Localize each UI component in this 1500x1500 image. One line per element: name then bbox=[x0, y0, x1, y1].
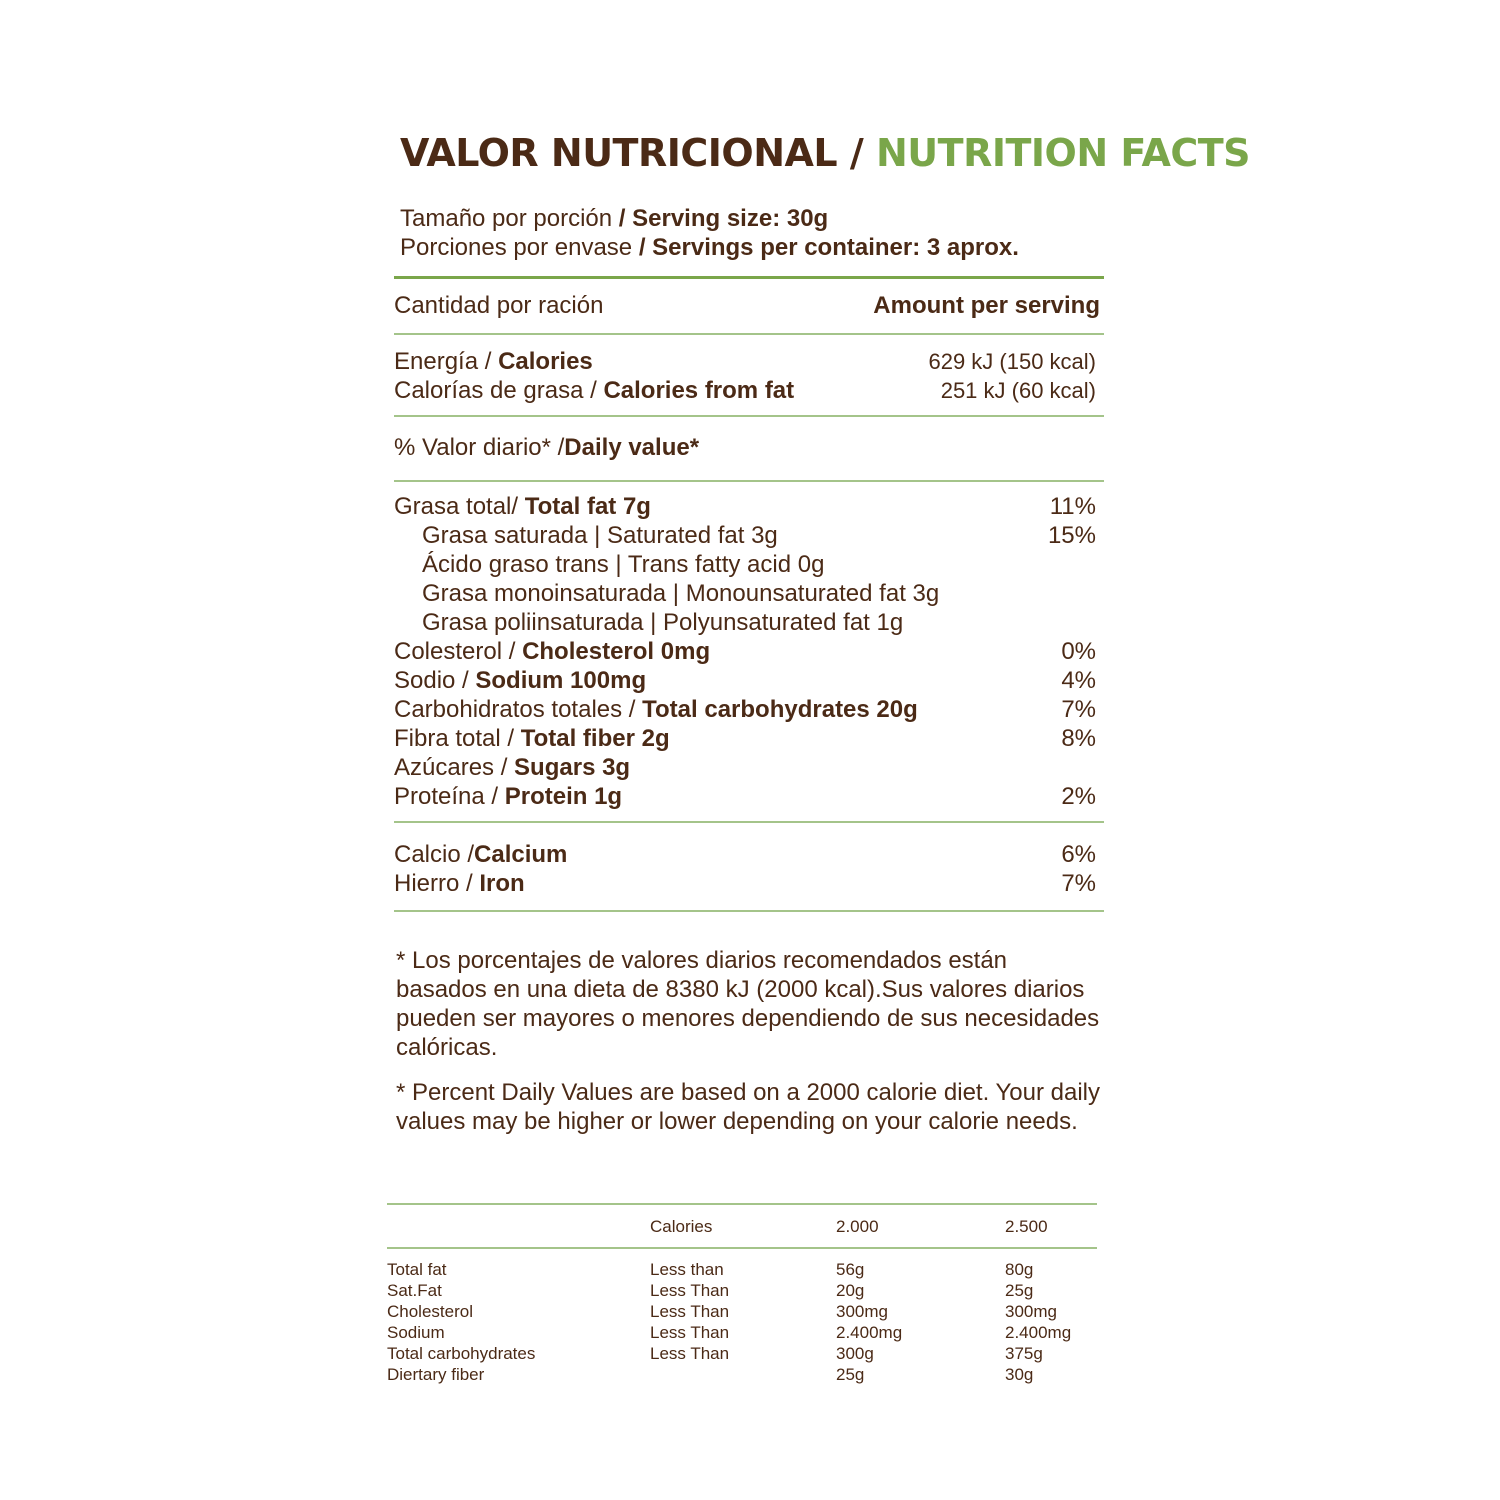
nutrient-label: Grasa saturada | Saturated fat 3g bbox=[422, 522, 778, 549]
daily-value-header: % Valor diario* /Daily value* bbox=[394, 434, 700, 461]
reference-row bbox=[387, 1301, 1097, 1322]
reference-cell: Total carbohydrates bbox=[387, 1344, 536, 1363]
nutrient-row bbox=[394, 579, 1104, 608]
reference-cell: Sat.Fat bbox=[387, 1281, 442, 1300]
mineral-row bbox=[394, 869, 1104, 898]
reference-table bbox=[387, 1203, 1097, 1385]
reference-cell: 25g bbox=[836, 1365, 865, 1384]
label-english: Total fiber 2g bbox=[520, 725, 670, 752]
label-spanish: Calcio / bbox=[394, 841, 475, 868]
label-spanish: Colesterol / bbox=[394, 638, 523, 665]
serving-info bbox=[400, 204, 1104, 262]
servings-per-container: Porciones por envase / Servings per container: 3 aprox. bbox=[400, 234, 1019, 261]
reference-cell: 30g bbox=[1005, 1365, 1034, 1384]
nutrient-label: Grasa monoinsaturada | Monounsaturated fat 3g bbox=[422, 580, 940, 607]
energy-row bbox=[394, 347, 1104, 376]
nutrient-value: 4% bbox=[1061, 667, 1096, 694]
nutrient-row bbox=[394, 666, 1104, 695]
nutrient-row bbox=[394, 492, 1104, 521]
reference-header-cell bbox=[387, 1217, 650, 1237]
minerals-section bbox=[394, 823, 1104, 910]
label-spanish: Hierro / bbox=[394, 870, 480, 897]
nutrient-row bbox=[394, 782, 1104, 811]
reference-cell: Cholesterol bbox=[387, 1302, 473, 1321]
title-spanish: VALOR NUTRICIONAL / bbox=[400, 131, 864, 175]
reference-row bbox=[387, 1280, 1097, 1301]
nutrient-row bbox=[394, 695, 1104, 724]
nutrient-label bbox=[394, 347, 593, 376]
reference-cell: 300mg bbox=[836, 1302, 888, 1321]
title-english: NUTRITION FACTS bbox=[875, 131, 1251, 175]
label-english: Calories bbox=[498, 348, 593, 375]
footnotes bbox=[394, 912, 1104, 1136]
nutrient-label bbox=[394, 492, 651, 521]
reference-body bbox=[387, 1249, 1097, 1385]
nutrient-label bbox=[394, 869, 525, 898]
nutrient-value: 6% bbox=[1061, 841, 1096, 868]
nutrient-value: 7% bbox=[1061, 870, 1096, 897]
reference-cell: Less than bbox=[650, 1260, 724, 1279]
reference-cell bbox=[650, 1364, 836, 1385]
nutrient-value: 15% bbox=[1047, 522, 1096, 549]
reference-cell: 20g bbox=[836, 1281, 865, 1300]
energy-section bbox=[394, 335, 1104, 415]
label-spanish: Sodio / bbox=[394, 667, 476, 694]
label-english: Total fat 7g bbox=[524, 493, 651, 520]
nutrient-label bbox=[394, 782, 622, 811]
label-english: Cholesterol 0mg bbox=[522, 638, 711, 665]
reference-cell: 2.400mg bbox=[836, 1323, 903, 1342]
nutrient-label: Ácido graso trans | Trans fatty acid 0g bbox=[422, 551, 825, 578]
nutrient-label bbox=[394, 753, 630, 782]
amount-label-en: Amount per serving bbox=[873, 292, 1100, 319]
nutrient-value: 629 kJ (150 kcal) bbox=[928, 349, 1096, 374]
footnote-english: * Percent Daily Values are based on a 2000 calorie diet. Your daily values may be higher or lower depending on your calorie needs. bbox=[396, 1079, 1101, 1135]
reference-row bbox=[387, 1343, 1097, 1364]
reference-cell: 375g bbox=[1005, 1344, 1043, 1363]
nutrient-label bbox=[394, 376, 794, 405]
label-english: Iron bbox=[479, 870, 525, 897]
reference-row bbox=[387, 1322, 1097, 1343]
reference-cell: Total fat bbox=[387, 1260, 447, 1279]
nutrient-label bbox=[394, 695, 918, 724]
nutrient-label bbox=[394, 666, 646, 695]
nutrient-row bbox=[394, 521, 1104, 550]
reference-header-cell: 2.000 bbox=[836, 1217, 879, 1236]
reference-header-cell: Calories bbox=[650, 1217, 713, 1236]
nutrient-row bbox=[394, 550, 1104, 579]
amount-label-es: Cantidad por ración bbox=[394, 292, 604, 319]
nutrient-value: 8% bbox=[1061, 725, 1096, 752]
nutrient-value: 2% bbox=[1061, 783, 1096, 810]
reference-cell: Less Than bbox=[650, 1344, 730, 1363]
reference-row bbox=[387, 1259, 1097, 1280]
reference-header bbox=[387, 1205, 1097, 1247]
nutrient-label bbox=[394, 637, 710, 666]
reference-cell: Less Than bbox=[650, 1302, 730, 1321]
reference-header-cell: 2.500 bbox=[1005, 1217, 1048, 1236]
label-spanish: Azúcares / bbox=[394, 754, 515, 781]
amount-header bbox=[394, 279, 1104, 333]
label-spanish: Carbohidratos totales / bbox=[394, 696, 643, 723]
nutrient-value: 251 kJ (60 kcal) bbox=[940, 378, 1096, 403]
label-spanish: Proteína / bbox=[394, 783, 505, 810]
page-title bbox=[400, 130, 1251, 176]
nutrient-label bbox=[394, 724, 670, 753]
label-english: Calories from fat bbox=[603, 377, 795, 404]
label-english: Sugars 3g bbox=[514, 754, 631, 781]
reference-cell: 56g bbox=[836, 1260, 865, 1279]
nutrients-section bbox=[394, 482, 1104, 821]
footnote-spanish: * Los porcentajes de valores diarios recomendados están basados en una dieta de 8380 kJ (2000 kcal).Sus valores diarios pueden ser mayores o menores dependiendo de sus necesidades calóricas. bbox=[396, 947, 1100, 1061]
nutrient-row bbox=[394, 753, 1104, 782]
nutrient-label: Grasa poliinsaturada | Polyunsaturated fat 1g bbox=[422, 609, 904, 636]
label-spanish: Calorías de grasa / bbox=[394, 377, 604, 404]
label-spanish: Energía / bbox=[394, 348, 499, 375]
reference-cell: Less Than bbox=[650, 1281, 730, 1300]
nutrient-value: 0% bbox=[1061, 638, 1096, 665]
nutrient-value: 7% bbox=[1061, 696, 1096, 723]
reference-cell: 25g bbox=[1005, 1281, 1034, 1300]
nutrient-row bbox=[394, 637, 1104, 666]
reference-cell: 300mg bbox=[1005, 1302, 1057, 1321]
label-english: Calcium bbox=[474, 841, 568, 868]
reference-cell: 80g bbox=[1005, 1260, 1034, 1279]
nutrient-row bbox=[394, 608, 1104, 637]
reference-cell: 300g bbox=[836, 1344, 874, 1363]
nutrition-label bbox=[394, 130, 1251, 1152]
reference-row bbox=[387, 1364, 1097, 1385]
serving-size: Tamaño por porción / Serving size: 30g bbox=[400, 205, 829, 232]
nutrient-value: 11% bbox=[1049, 493, 1096, 520]
energy-row bbox=[394, 376, 1104, 405]
reference-cell: Sodium bbox=[387, 1323, 445, 1342]
label-english: Total carbohydrates 20g bbox=[642, 696, 918, 723]
nutrient-label bbox=[394, 840, 567, 869]
label-english: Sodium 100mg bbox=[475, 667, 647, 694]
reference-cell: Less Than bbox=[650, 1323, 730, 1342]
label-spanish: Grasa total/ bbox=[394, 493, 525, 520]
reference-cell: Diertary fiber bbox=[387, 1365, 485, 1384]
label-english: Protein 1g bbox=[504, 783, 623, 810]
reference-cell: 2.400mg bbox=[1005, 1323, 1072, 1342]
label-spanish: Fibra total / bbox=[394, 725, 521, 752]
nutrient-row bbox=[394, 724, 1104, 753]
mineral-row bbox=[394, 840, 1104, 869]
